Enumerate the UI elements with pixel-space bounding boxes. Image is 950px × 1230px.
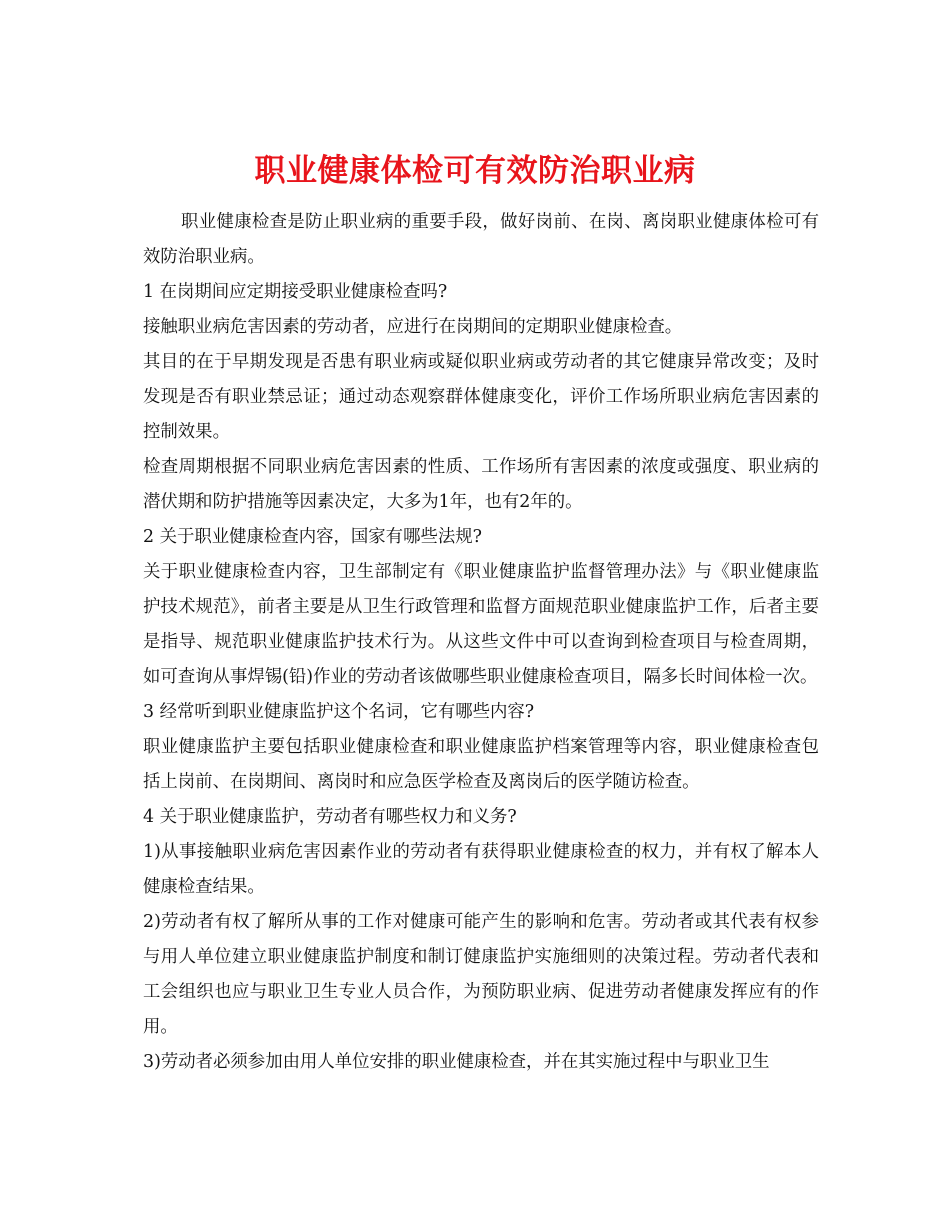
answer-1-paragraph: 其目的在于早期发现是否患有职业病或疑似职业病或劳动者的其它健康异常改变；及时发现是否有职业禁忌证；通过动态观察群体健康变化，评价工作场所职业病危害因素的控制效果。 xyxy=(143,352,819,442)
intro-paragraph: 职业健康检查是防止职业病的重要手段，做好岗前、在岗、离岗职业健康体检可有效防治职业病。 xyxy=(143,212,819,267)
answer-1-paragraph: 接触职业病危害因素的劳动者，应进行在岗期间的定期职业健康检查。 xyxy=(143,317,683,337)
question-1: 1 在岗期间应定期接受职业健康检查吗? xyxy=(143,282,448,302)
answer-3-paragraph: 职业健康监护主要包括职业健康检查和职业健康监护档案管理等内容，职业健康检查包括上岗前、在岗期间、离岗时和应急医学检查及离岗后的医学随访检查。 xyxy=(143,737,819,792)
question-3: 3 经常听到职业健康监护这个名词，它有哪些内容? xyxy=(143,702,535,722)
document-body xyxy=(143,205,819,1080)
answer-2-paragraph: 关于职业健康检查内容，卫生部制定有《职业健康监护监督管理办法》与《职业健康监护技术规范》，前者主要是从卫生行政管理和监督方面规范职业健康监护工作，后者主要是指导、规范职业健康监护技术行为。从这些文件中可以查询到检查项目与检查周期，如可查询从事焊锡(铅)作业的劳动者该做哪些职业健康检查项目，隔多长时间体检一次。 xyxy=(143,562,819,687)
question-2: 2 关于职业健康检查内容，国家有哪些法规? xyxy=(143,527,482,547)
answer-1-paragraph: 检查周期根据不同职业病危害因素的性质、工作场所有害因素的浓度或强度、职业病的潜伏期和防护措施等因素决定，大多为1年，也有2年的。 xyxy=(143,457,819,512)
answer-4-item: 2)劳动者有权了解所从事的工作对健康可能产生的影响和危害。劳动者或其代表有权参与用人单位建立职业健康监护制度和制订健康监护实施细则的决策过程。劳动者代表和工会组织也应与职业卫生专业人员合作，为预防职业病、促进劳动者健康发挥应有的作用。 xyxy=(143,912,819,1037)
question-4: 4 关于职业健康监护，劳动者有哪些权力和义务? xyxy=(143,807,517,827)
answer-4-item: 3)劳动者必须参加由用人单位安排的职业健康检查，并在其实施过程中与职业卫生 xyxy=(143,1052,770,1072)
answer-4-item: 1)从事接触职业病危害因素作业的劳动者有获得职业健康检查的权力，并有权了解本人健康检查结果。 xyxy=(143,842,819,897)
page-title: 职业健康体检可有效防治职业病 xyxy=(254,152,696,189)
